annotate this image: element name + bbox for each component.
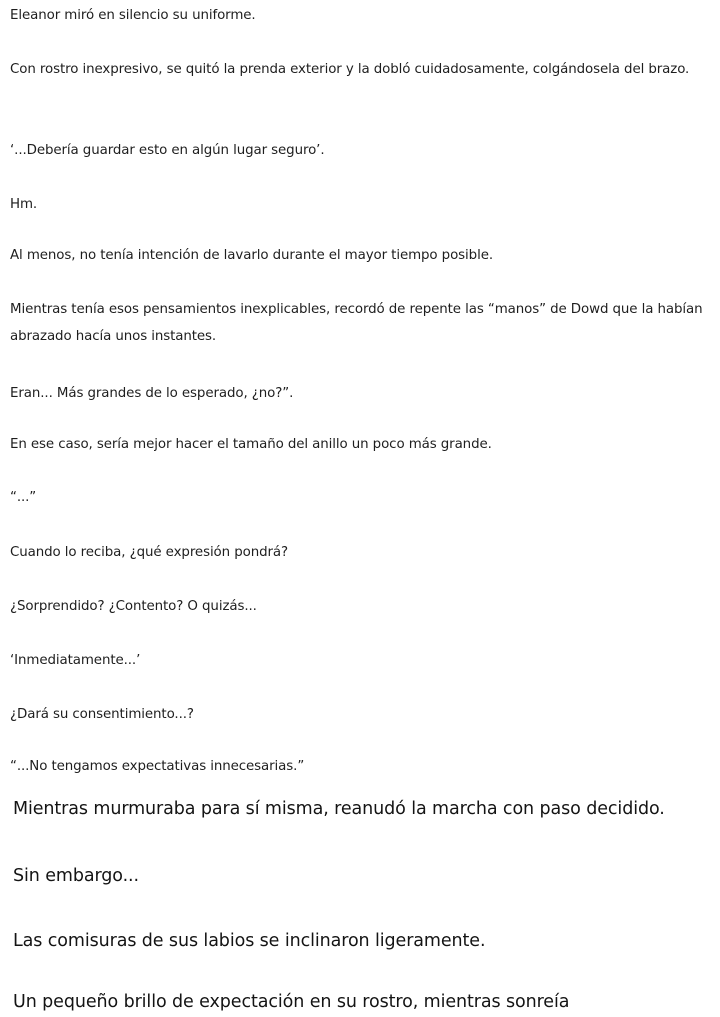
paragraph: ‘Inmediatamente...’ [10, 653, 141, 668]
paragraph: “...No tengamos expectativas innecesarias.” [10, 759, 305, 774]
paragraph: Cuando lo reciba, ¿qué expresión pondrá? [10, 545, 288, 560]
paragraph: Mientras murmuraba para sí misma, reanudó la marcha con paso decidido. [13, 799, 665, 819]
paragraph: Al menos, no tenía intención de lavarlo durante el mayor tiempo posible. [10, 248, 493, 263]
paragraph: Las comisuras de sus labios se inclinaron ligeramente. [13, 931, 486, 951]
paragraph: Eran... Más grandes de lo esperado, ¿no?”. [10, 386, 294, 401]
paragraph: Eleanor miró en silencio su uniforme. [10, 8, 256, 23]
paragraph: “...” [10, 490, 37, 505]
paragraph: Hm. [10, 197, 38, 212]
paragraph: ¿Sorprendido? ¿Contento? O quizás... [10, 599, 257, 614]
paragraph: ¿Dará su consentimiento...? [10, 707, 194, 722]
paragraph: Mientras tenía esos pensamientos inexplicables, recordó de repente las “manos” de Dowd que la habían abrazado hacía unos instantes. [10, 302, 703, 344]
paragraph: Sin embargo... [13, 866, 139, 886]
paragraph: ‘...Debería guardar esto en algún lugar seguro’. [10, 143, 325, 158]
paragraph: En ese caso, sería mejor hacer el tamaño del anillo un poco más grande. [10, 437, 492, 452]
paragraph: Con rostro inexpresivo, se quitó la prenda exterior y la dobló cuidadosamente, colgándosela del brazo. [10, 62, 690, 77]
paragraph: Un pequeño brillo de expectación en su rostro, mientras sonreía [13, 992, 570, 1012]
